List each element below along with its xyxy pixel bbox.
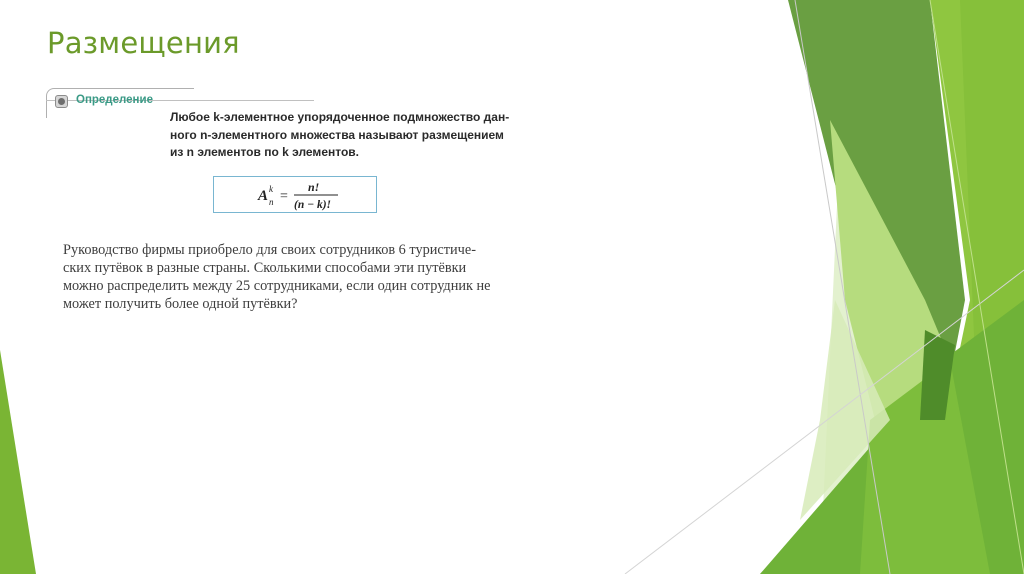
task-line: может получить более одной путёвки? [63, 296, 298, 312]
formula-superscript: k [269, 184, 273, 194]
task-line: Руководство фирмы приобрело для своих сотрудников 6 туристиче- [63, 242, 476, 258]
definition-line: из n элементов по k элементов. [170, 145, 359, 159]
formula-denominator: (n − k)! [294, 199, 331, 211]
formula-equals: = [280, 189, 288, 204]
definition-label: Определение [76, 94, 153, 106]
definition-icon [55, 95, 68, 108]
definition-text [170, 109, 556, 162]
task-problem-text [63, 241, 573, 313]
task-line: ских путёвок в разные страны. Сколькими способами эти путёвки [63, 260, 467, 276]
slide-title: Размещения [47, 26, 240, 60]
formula-base: A [258, 188, 269, 204]
formula-numerator: n! [308, 180, 320, 194]
definition-line: Любое k-элементное упорядоченное подмножество дан- [170, 110, 510, 124]
left-green-triangle [0, 350, 36, 574]
formula-subscript: n [269, 197, 274, 207]
formula-box [213, 176, 377, 213]
definition-line: ного n-элементного множества называют размещением [170, 127, 504, 142]
task-line: можно распределить между 25 сотрудниками, если один сотрудник не [63, 278, 491, 294]
permutation-formula [214, 177, 378, 214]
